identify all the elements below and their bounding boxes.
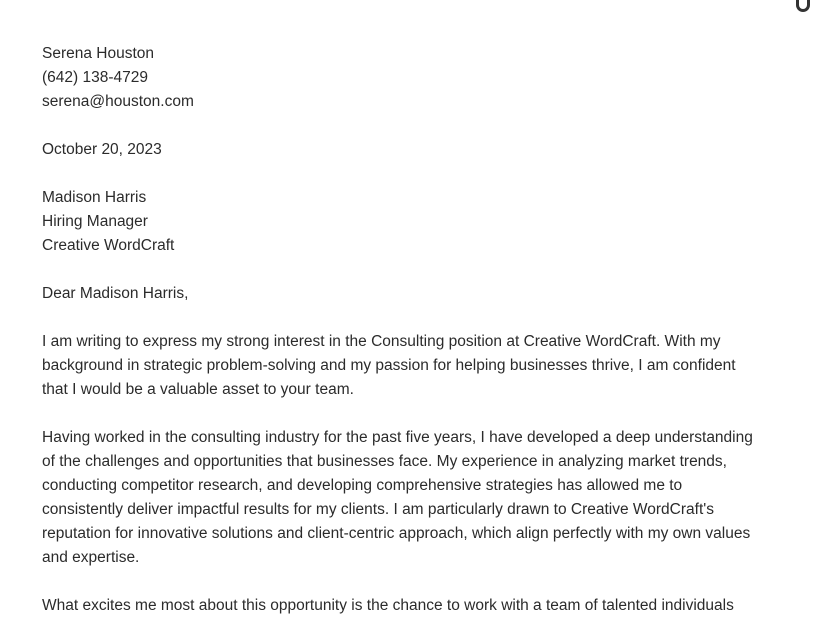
recipient-title: Hiring Manager bbox=[42, 213, 148, 230]
partial-icon bbox=[796, 0, 810, 12]
paragraph-line: Having worked in the consulting industry for the past five years, I have developed a deep understanding bbox=[42, 429, 753, 446]
paragraph-line: of the challenges and opportunities that businesses face. My experience in analyzing market trends, bbox=[42, 453, 727, 470]
sender-email: serena@houston.com bbox=[42, 93, 194, 110]
cover-letter bbox=[42, 42, 832, 618]
sender-name: Serena Houston bbox=[42, 45, 155, 62]
paragraph-line: I am writing to express my strong interest in the Consulting position at Creative WordCraft. With my bbox=[42, 333, 721, 350]
salutation: Dear Madison Harris, bbox=[42, 285, 189, 302]
paragraph-line: conducting competitor research, and developing comprehensive strategies has allowed me to bbox=[42, 477, 683, 494]
paragraph-2 bbox=[42, 426, 832, 570]
paragraph-line: reputation for innovative solutions and client-centric approach, which align perfectly with my own values bbox=[42, 525, 751, 542]
paragraph-line: consistently deliver impactful results for my clients. I am particularly drawn to Creative WordCraft's bbox=[42, 501, 714, 518]
paragraph-3 bbox=[42, 594, 832, 618]
recipient-company: Creative WordCraft bbox=[42, 237, 175, 254]
sender-phone: (642) 138-4729 bbox=[42, 69, 148, 86]
recipient-name: Madison Harris bbox=[42, 189, 147, 206]
paragraph-line: What excites me most about this opportunity is the chance to work with a team of talented individuals bbox=[42, 597, 734, 614]
paragraph-line: and expertise. bbox=[42, 549, 140, 566]
paragraph-line: background in strategic problem-solving and my passion for helping businesses thrive, I am confident bbox=[42, 357, 736, 374]
paragraph-1 bbox=[42, 330, 832, 402]
paragraph-line: that I would be a valuable asset to your team. bbox=[42, 381, 354, 398]
letter-date: October 20, 2023 bbox=[42, 141, 162, 158]
